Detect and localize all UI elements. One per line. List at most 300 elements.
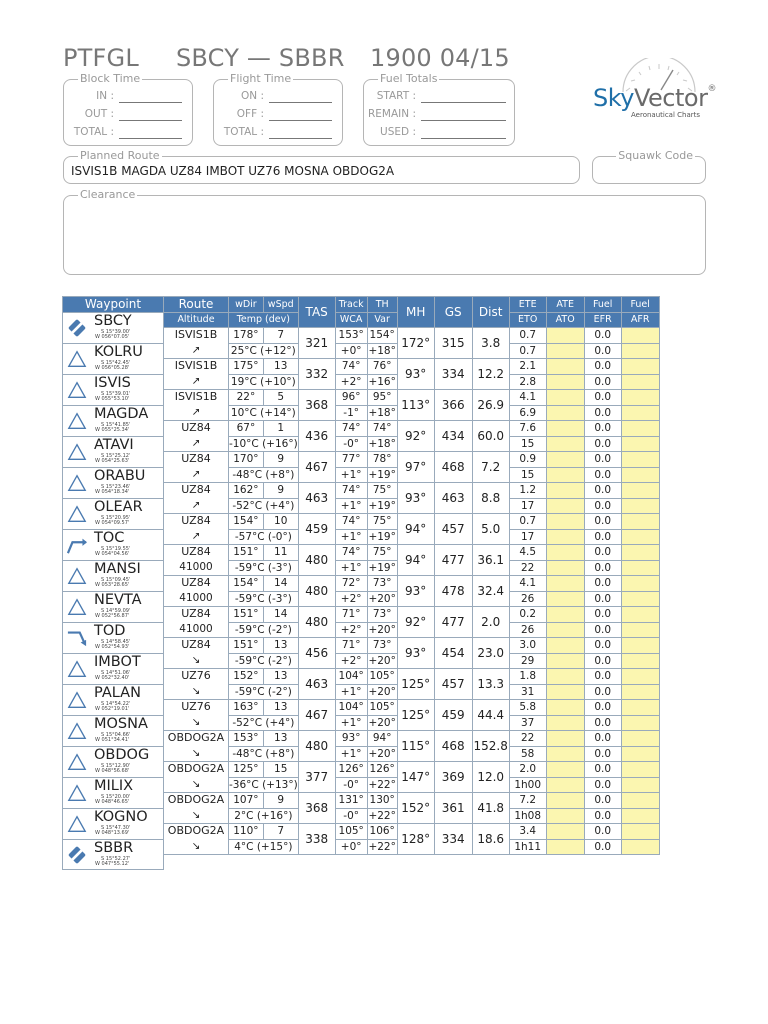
leg-fuel-top: 0.0 [584, 576, 621, 592]
leg-track: 71° [335, 607, 367, 623]
leg-ate-input[interactable] [546, 421, 584, 437]
route-altitude-cell [164, 545, 229, 576]
leg-efr: 0.0 [584, 436, 621, 452]
leg-ato-input[interactable] [546, 839, 584, 855]
fuel-start-label: START : [376, 90, 416, 102]
route-altitude-cell [164, 576, 229, 607]
leg-ato-input[interactable] [546, 374, 584, 390]
leg-ate-input[interactable] [546, 638, 584, 654]
leg-ete: 0.7 [509, 514, 546, 530]
leg-dist: 2.0 [472, 607, 509, 638]
leg-fuel-actual-input[interactable] [621, 421, 659, 437]
waypoint-lon: W 056°05.28' [95, 365, 130, 371]
leg-track: 104° [335, 669, 367, 685]
leg-th: 73° [367, 607, 397, 623]
leg-ato-input[interactable] [546, 622, 584, 638]
leg-fuel-actual-input[interactable] [621, 731, 659, 747]
leg-mh: 128° [397, 824, 434, 855]
header-tas: TAS [298, 297, 335, 328]
leg-afr-input[interactable] [621, 560, 659, 576]
leg-mh: 115° [397, 731, 434, 762]
route-altitude-cell [164, 483, 229, 514]
leg-wdir: 151° [229, 545, 264, 561]
waypoint-cell [63, 467, 164, 498]
leg-efr: 0.0 [584, 467, 621, 483]
leg-fuel-actual-input[interactable] [621, 483, 659, 499]
leg-var: +18° [368, 344, 396, 357]
leg-ato-input[interactable] [546, 343, 584, 359]
leg-dist: 12.0 [472, 762, 509, 793]
route-altitude-cell [164, 638, 229, 669]
waypoint-lat: S 15°47.30' [101, 824, 131, 831]
fix-triangle-icon [67, 752, 87, 772]
waypoint-coords [95, 764, 130, 775]
leg-fuel-actual-input[interactable] [621, 824, 659, 840]
leg-track: 71° [335, 638, 367, 654]
block-time-legend: Block Time [80, 72, 141, 85]
leg-efr: 0.0 [584, 746, 621, 762]
leg-fuel-top: 0.0 [584, 607, 621, 623]
leg-ate-input[interactable] [546, 359, 584, 375]
leg-efr: 0.0 [584, 560, 621, 576]
leg-wspd: 13 [263, 700, 298, 716]
leg-fuel-top: 0.0 [584, 638, 621, 654]
leg-tas: 480 [298, 731, 335, 762]
leg-altitude: ↗ [191, 374, 201, 387]
route-altitude-cell [164, 607, 229, 638]
leg-wdir: 22° [229, 390, 264, 406]
leg-temp: 2°C (+16°) [229, 808, 299, 824]
leg-th: 126° [367, 762, 397, 778]
leg-altitude: ↘ [191, 715, 201, 728]
leg-temp: -48°C (+8°) [229, 746, 299, 762]
leg-mh: 93° [397, 576, 434, 607]
leg-wdir: 178° [229, 328, 264, 344]
waypoint-lat: S 15°23.46' [101, 483, 131, 490]
leg-efr: 0.0 [584, 777, 621, 793]
waypoint-coords [95, 547, 130, 558]
leg-fuel-actual-input[interactable] [621, 576, 659, 592]
leg-afr-input[interactable] [621, 529, 659, 545]
leg-efr: 0.0 [584, 715, 621, 731]
leg-temp: -52°C (+4°) [229, 498, 299, 514]
leg-ato-input[interactable] [546, 529, 584, 545]
leg-eto: 17 [509, 498, 546, 514]
fuel-start-field[interactable] [421, 90, 506, 103]
waypoint-name: SBCY [94, 312, 132, 329]
logo-vector: Vector [633, 84, 708, 112]
leg-temp: -59°C (-3°) [229, 560, 299, 576]
leg-row [63, 746, 660, 762]
fuel-used-label: USED : [380, 126, 416, 138]
block-in-field[interactable] [119, 90, 182, 103]
waypoint-name: IMBOT [94, 653, 141, 670]
leg-fuel-actual-input[interactable] [621, 359, 659, 375]
leg-afr-input[interactable] [621, 467, 659, 483]
leg-mh: 92° [397, 607, 434, 638]
leg-altitude: ↘ [191, 808, 201, 821]
leg-afr-input[interactable] [621, 405, 659, 421]
leg-wspd: 9 [263, 483, 298, 499]
leg-dist: 13.3 [472, 669, 509, 700]
leg-fuel-actual-input[interactable] [621, 545, 659, 561]
waypoint-coords [95, 609, 130, 620]
leg-eto: 6.9 [509, 405, 546, 421]
leg-route: ISVIS1B [174, 390, 218, 404]
leg-ate-input[interactable] [546, 545, 584, 561]
leg-ato-input[interactable] [546, 591, 584, 607]
leg-fuel-top: 0.0 [584, 669, 621, 685]
leg-wdir: 175° [229, 359, 264, 375]
header-gs: GS [434, 297, 472, 328]
leg-efr: 0.0 [584, 684, 621, 700]
leg-dist: 7.2 [472, 452, 509, 483]
fix-triangle-icon [67, 659, 87, 679]
waypoint-lon: W 048°56.68' [95, 768, 130, 774]
leg-route: OBDOG2A [167, 762, 225, 776]
leg-mh: 94° [397, 514, 434, 545]
leg-ate-input[interactable] [546, 700, 584, 716]
leg-wca: -0° [335, 777, 367, 793]
leg-ato-input[interactable] [546, 653, 584, 669]
leg-fuel-actual-input[interactable] [621, 390, 659, 406]
leg-tas: 456 [298, 638, 335, 669]
header-mh: MH [397, 297, 434, 328]
flight-total-field[interactable] [269, 126, 332, 139]
leg-wspd: 5 [263, 390, 298, 406]
leg-efr: 0.0 [584, 622, 621, 638]
leg-th: 78° [367, 452, 397, 468]
leg-eto: 17 [509, 529, 546, 545]
leg-temp: -10°C (+16°) [229, 437, 298, 450]
waypoint-name: MANSI [94, 560, 141, 577]
leg-mh: 94° [397, 545, 434, 576]
leg-mh: 93° [397, 359, 434, 390]
leg-altitude: ↗ [191, 436, 201, 449]
leg-altitude: 41000 [179, 560, 213, 573]
leg-fuel-actual-input[interactable] [621, 452, 659, 468]
leg-wca: -1° [335, 405, 367, 421]
leg-dist: 152.8 [472, 731, 509, 762]
leg-wdir: 110° [229, 824, 264, 840]
leg-altitude: ↘ [191, 684, 201, 697]
leg-fuel-top: 0.0 [584, 762, 621, 778]
header-wdir: wDir [229, 297, 264, 313]
route-altitude-cell [164, 359, 229, 390]
leg-wspd: 10 [263, 514, 298, 530]
header-wspd: wSpd [263, 297, 298, 313]
leg-temp: 19°C (+10°) [229, 374, 299, 390]
leg-ete: 7.2 [509, 793, 546, 809]
leg-wspd: 11 [263, 545, 298, 561]
leg-fuel-top: 0.0 [584, 514, 621, 530]
leg-ato-input[interactable] [546, 498, 584, 514]
waypoint-coords [95, 857, 130, 868]
waypoint-coords [95, 485, 130, 496]
leg-ato-input[interactable] [546, 467, 584, 483]
leg-fuel-actual-input[interactable] [621, 607, 659, 623]
waypoint-lon: W 052°54.93' [95, 644, 130, 650]
leg-afr-input[interactable] [621, 374, 659, 390]
leg-ato-input[interactable] [546, 436, 584, 452]
leg-route: OBDOG2A [167, 824, 225, 838]
leg-eto: 1h00 [509, 777, 546, 793]
waypoint-lon: W 052°56.87' [95, 613, 130, 619]
leg-dist: 26.9 [472, 390, 509, 421]
leg-wdir: 125° [229, 762, 264, 778]
header-afr: AFR [621, 312, 659, 328]
leg-ate-input[interactable] [546, 390, 584, 406]
block-total-label: TOTAL : [73, 126, 114, 138]
leg-fuel-top: 0.0 [584, 700, 621, 716]
route-altitude-cell [164, 731, 229, 762]
leg-gs: 361 [434, 793, 472, 824]
route-pair: SBCY — SBBR [176, 44, 345, 72]
leg-row [63, 560, 660, 576]
waypoint-lat: S 15°19.55' [101, 545, 131, 552]
leg-eto: 58 [509, 746, 546, 762]
leg-ate-input[interactable] [546, 452, 584, 468]
leg-afr-input[interactable] [621, 436, 659, 452]
waypoint-cell [63, 777, 164, 808]
fix-triangle-icon [67, 690, 87, 710]
logo-subtitle: Aeronautical Charts [631, 111, 701, 119]
leg-wspd: 9 [263, 452, 298, 468]
leg-ete: 0.7 [509, 328, 546, 344]
leg-afr-input[interactable] [621, 653, 659, 669]
leg-ato-input[interactable] [546, 746, 584, 762]
leg-ato-input[interactable] [546, 808, 584, 824]
table-end-spacer [164, 855, 660, 870]
leg-wca: +1° [335, 715, 367, 731]
leg-ato-input[interactable] [546, 560, 584, 576]
leg-track: 105° [335, 824, 367, 840]
leg-temp: 25°C (+12°) [229, 343, 299, 359]
header-waypoint: Waypoint [63, 297, 164, 313]
leg-mh: 125° [397, 669, 434, 700]
leg-wspd: 13 [263, 731, 298, 747]
leg-altitude: ↘ [191, 777, 201, 790]
header-th: TH [367, 297, 397, 313]
waypoint-name: MOSNA [94, 715, 148, 732]
leg-th: 94° [367, 731, 397, 747]
leg-wca: +0° [335, 343, 367, 359]
waypoint-cell [63, 529, 164, 560]
fix-triangle-icon [67, 783, 87, 803]
leg-temp: -59°C (-2°) [229, 653, 299, 669]
leg-temp: -36°C (+13°) [229, 778, 298, 791]
waypoint-name: SBBR [94, 839, 134, 856]
leg-fuel-actual-input[interactable] [621, 328, 659, 344]
waypoint-cell [63, 839, 164, 870]
leg-route: UZ84 [181, 576, 211, 590]
leg-afr-input[interactable] [621, 622, 659, 638]
leg-track: 74° [335, 421, 367, 437]
leg-ate-input[interactable] [546, 483, 584, 499]
planned-route-value: ISVIS1B MAGDA UZ84 IMBOT UZ76 MOSNA OBDOG2A [71, 164, 395, 178]
waypoint-lon: W 054°18.34' [95, 489, 130, 495]
waypoint-name: TOC [94, 529, 125, 546]
leg-tas: 332 [298, 359, 335, 390]
leg-th: 75° [367, 545, 397, 561]
leg-wdir: 162° [229, 483, 264, 499]
leg-ato-input[interactable] [546, 715, 584, 731]
flight-off-field[interactable] [269, 108, 332, 121]
waypoint-lat: S 14°59.09' [101, 607, 131, 614]
leg-tas: 338 [298, 824, 335, 855]
waypoint-coords [95, 454, 130, 465]
block-total-field[interactable] [119, 126, 182, 139]
leg-var: +22° [368, 809, 396, 822]
flight-time-box [213, 72, 343, 146]
leg-ate-input[interactable] [546, 328, 584, 344]
waypoint-cell [63, 715, 164, 746]
waypoint-lat: S 15°41.85' [101, 421, 131, 428]
leg-wspd: 14 [263, 607, 298, 623]
leg-track: 74° [335, 359, 367, 375]
route-altitude-cell [164, 328, 229, 359]
logo-tm: ® [707, 84, 716, 94]
leg-ate-input[interactable] [546, 731, 584, 747]
leg-route: UZ84 [181, 421, 211, 435]
leg-fuel-actual-input[interactable] [621, 793, 659, 809]
leg-afr-input[interactable] [621, 591, 659, 607]
skyvector-logo [593, 58, 723, 122]
waypoint-lon: W 054°25.63' [95, 458, 130, 464]
leg-fuel-actual-input[interactable] [621, 669, 659, 685]
leg-ate-input[interactable] [546, 762, 584, 778]
waypoint-lat: S 14°54.22' [101, 700, 131, 707]
header-var: Var [367, 312, 397, 328]
waypoint-lon: W 055°25.34' [95, 427, 130, 433]
leg-temp: -52°C (+4°) [229, 715, 299, 731]
leg-ate-input[interactable] [546, 514, 584, 530]
waypoint-cell [63, 343, 164, 374]
leg-track: 104° [335, 700, 367, 716]
waypoint-lat: S 14°58.45' [101, 638, 131, 645]
planned-route-box[interactable] [63, 149, 580, 184]
leg-afr-input[interactable] [621, 343, 659, 359]
leg-wca: +1° [335, 498, 367, 514]
leg-ato-input[interactable] [546, 684, 584, 700]
leg-wdir: 154° [229, 576, 264, 592]
leg-ete: 4.5 [509, 545, 546, 561]
leg-ete: 1.8 [509, 669, 546, 685]
leg-afr-input[interactable] [621, 498, 659, 514]
leg-temp: -57°C (-0°) [229, 529, 299, 545]
leg-mh: 172° [397, 328, 434, 359]
leg-eto: 1h11 [509, 839, 546, 855]
leg-ate-input[interactable] [546, 607, 584, 623]
waypoint-name: MAGDA [94, 405, 149, 422]
fuel-remain-field[interactable] [421, 108, 506, 121]
clearance-box[interactable] [63, 188, 706, 275]
leg-ate-input[interactable] [546, 669, 584, 685]
leg-tas: 480 [298, 607, 335, 638]
leg-altitude: ↗ [191, 529, 201, 542]
leg-efr: 0.0 [584, 498, 621, 514]
waypoint-cell [63, 374, 164, 405]
block-out-label: OUT : [84, 108, 114, 120]
leg-row [63, 715, 660, 731]
leg-row [63, 529, 660, 545]
route-altitude-cell [164, 390, 229, 421]
leg-altitude: ↘ [191, 746, 201, 759]
waypoint-coords [95, 361, 130, 372]
header-altitude: Altitude [164, 312, 229, 328]
leg-tas: 368 [298, 390, 335, 421]
fuel-used-field[interactable] [421, 126, 506, 139]
leg-row [63, 684, 660, 700]
header-ato: ATO [546, 312, 584, 328]
flight-on-label: ON : [241, 90, 264, 102]
leg-afr-input[interactable] [621, 746, 659, 762]
leg-fuel-actual-input[interactable] [621, 514, 659, 530]
leg-gs: 468 [434, 731, 472, 762]
leg-wspd: 9 [263, 793, 298, 809]
leg-efr: 0.0 [584, 374, 621, 390]
waypoint-lat: S 15°39.01' [101, 390, 131, 397]
leg-route: UZ84 [181, 514, 211, 528]
leg-track: 77° [335, 452, 367, 468]
leg-ate-input[interactable] [546, 576, 584, 592]
leg-var: +20° [368, 685, 396, 698]
leg-var: +19° [368, 530, 396, 543]
leg-route: ISVIS1B [174, 328, 218, 342]
leg-var: +20° [368, 623, 396, 636]
leg-afr-input[interactable] [621, 808, 659, 824]
waypoint-cell [63, 653, 164, 684]
leg-fuel-actual-input[interactable] [621, 700, 659, 716]
leg-temp: -59°C (-3°) [229, 591, 299, 607]
waypoint-lon: W 056°07.05' [95, 334, 130, 340]
leg-var: +19° [368, 468, 396, 481]
leg-afr-input[interactable] [621, 715, 659, 731]
waypoint-lat: S 15°52.27' [101, 855, 131, 862]
leg-wca: +1° [335, 529, 367, 545]
leg-fuel-actual-input[interactable] [621, 762, 659, 778]
leg-ate-input[interactable] [546, 824, 584, 840]
time-date: 1900 04/15 [370, 44, 510, 72]
squawk-code-legend: Squawk Code [618, 149, 693, 162]
leg-afr-input[interactable] [621, 839, 659, 855]
leg-fuel-top: 0.0 [584, 390, 621, 406]
leg-ete: 0.9 [509, 452, 546, 468]
logo-sky: Sky [593, 84, 634, 112]
leg-th: 75° [367, 483, 397, 499]
leg-var: +20° [368, 747, 396, 760]
flight-on-field[interactable] [269, 90, 332, 103]
leg-wdir: 67° [229, 421, 264, 437]
squawk-code-box[interactable] [592, 149, 706, 184]
leg-ate-input[interactable] [546, 793, 584, 809]
waypoint-cell [63, 808, 164, 839]
leg-afr-input[interactable] [621, 777, 659, 793]
leg-ato-input[interactable] [546, 405, 584, 421]
leg-row [63, 498, 660, 514]
leg-th: 130° [367, 793, 397, 809]
leg-gs: 457 [434, 514, 472, 545]
block-out-field[interactable] [119, 108, 182, 121]
leg-fuel-actual-input[interactable] [621, 638, 659, 654]
leg-var: +19° [368, 561, 396, 574]
leg-ato-input[interactable] [546, 777, 584, 793]
leg-wdir: 163° [229, 700, 264, 716]
leg-route: OBDOG2A [167, 793, 225, 807]
leg-afr-input[interactable] [621, 684, 659, 700]
leg-ete: 3.4 [509, 824, 546, 840]
header-route: Route [164, 297, 229, 313]
